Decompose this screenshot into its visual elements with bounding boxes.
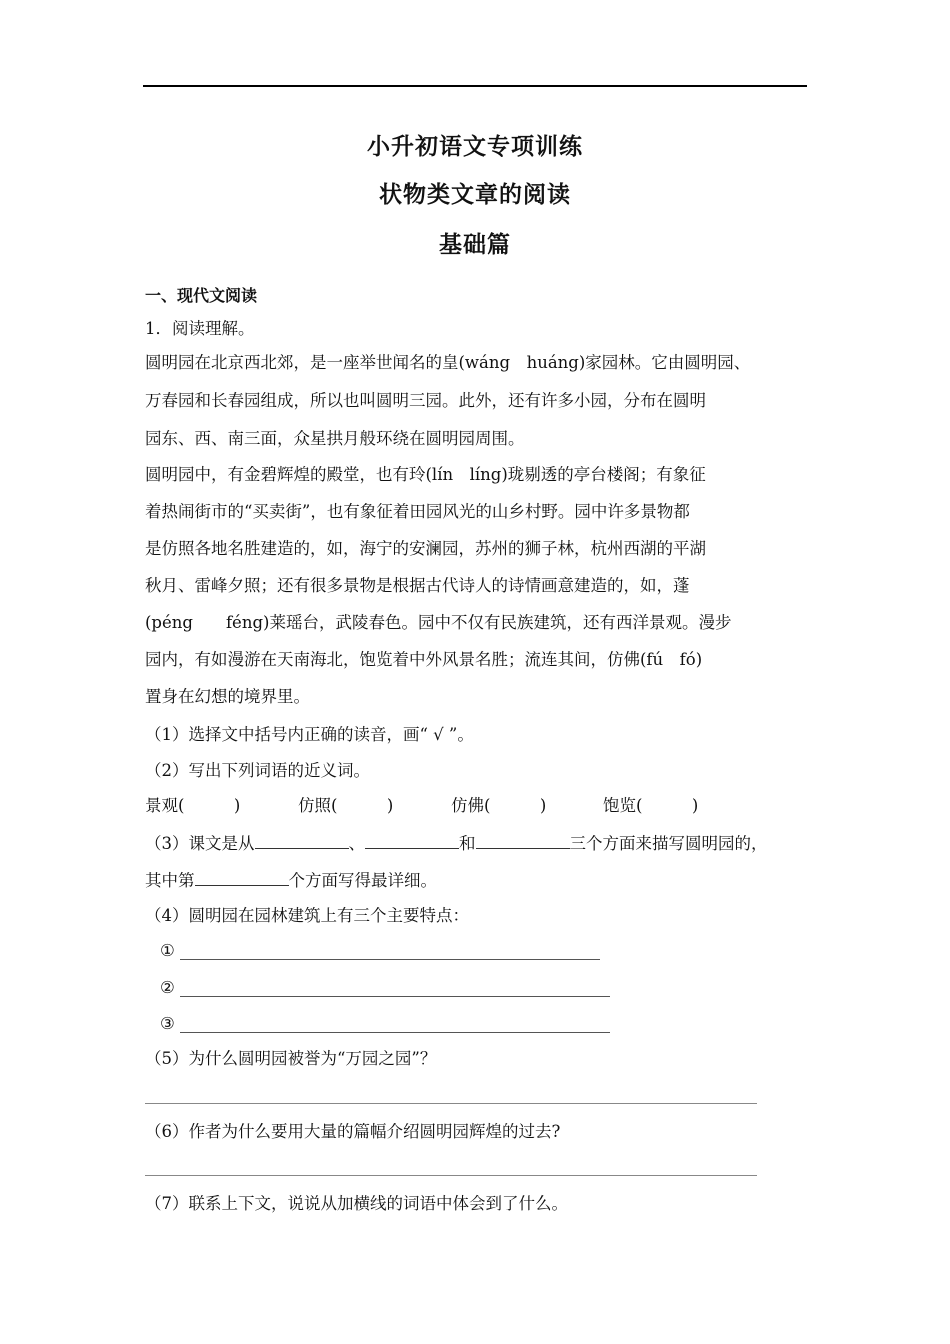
q3-text-b: 、: [348, 834, 365, 853]
sub-question-3-line2: [145, 869, 437, 892]
q3-text-e: 其中第: [145, 871, 195, 890]
q3-blank-2[interactable]: [365, 832, 459, 849]
passage-line: 圆明园在北京西北郊，是一座举世闻名的皇(wáng huáng)家园林。它由圆明园、: [145, 353, 751, 372]
q3-text-a: （3）课文是从: [145, 834, 255, 853]
passage-line: 园东、西、南三面，众星拱月般环绕在圆明园周围。: [145, 429, 525, 448]
feature-answer-line-3[interactable]: [180, 1032, 610, 1033]
sub-question-2: （2）写出下列词语的近义词。: [145, 761, 370, 780]
section-heading: 一、现代文阅读: [145, 286, 258, 305]
q5-answer-line[interactable]: [145, 1103, 757, 1104]
header-rule: [143, 85, 807, 87]
synonym-word-2[interactable]: 仿照( ): [298, 796, 394, 815]
sub-question-4: （4）圆明园在园林建筑上有三个主要特点：: [145, 906, 469, 925]
q3-blank-3[interactable]: [476, 832, 570, 849]
sub-question-6: （6）作者为什么要用大量的篇幅介绍圆明园辉煌的过去?: [145, 1122, 561, 1141]
feature-answer-line-2[interactable]: [180, 996, 610, 997]
sub-question-1: （1）选择文中括号内正确的读音，画“ √ ”。: [145, 725, 474, 744]
synonym-word-3[interactable]: 仿佛( ): [451, 796, 547, 815]
q3-text-d: 三个方面来描写圆明园的，: [569, 834, 768, 853]
passage-line: 是仿照各地名胜建造的，如，海宁的安澜园，苏州的狮子林，杭州西湖的平湖: [145, 539, 706, 558]
passage-line: 置身在幻想的境界里。: [145, 687, 310, 706]
sub-question-3-line1: [145, 832, 768, 855]
q6-answer-line[interactable]: [145, 1175, 757, 1176]
sub-question-5: （5）为什么圆明园被誉为“万园之园”？: [145, 1049, 437, 1068]
sub-question-7: （7）联系上下文，说说从加横线的词语中体会到了什么。: [145, 1194, 568, 1213]
q3-text-f: 个方面写得最详细。: [288, 871, 437, 890]
synonym-word-4[interactable]: 饱览( ): [603, 796, 699, 815]
feature-marker-2: ②: [160, 978, 175, 997]
q3-blank-1[interactable]: [255, 832, 349, 849]
feature-marker-3: ③: [160, 1014, 175, 1033]
passage-line: 着热闹街市的“买卖街”，也有象征着田园风光的山乡村野。园中许多景物都: [145, 502, 690, 521]
question-label: 1．阅读理解。: [145, 319, 255, 338]
passage-line: 园内，有如漫游在天南海北，饱览着中外风景名胜；流连其间，仿佛(fú fó): [145, 650, 703, 669]
q3-text-c: 和: [459, 834, 476, 853]
passage-line: 秋月、雷峰夕照；还有很多景物是根据古代诗人的诗情画意建造的，如，蓬: [145, 576, 690, 595]
page-level-title: 基础篇: [439, 232, 511, 258]
feature-marker-1: ①: [160, 941, 175, 960]
passage-line: 圆明园中，有金碧辉煌的殿堂，也有玲(lín líng)珑剔透的亭台楼阁；有象征: [145, 465, 706, 484]
feature-answer-line-1[interactable]: [180, 959, 600, 960]
synonym-word-1[interactable]: 景观( ): [145, 796, 241, 815]
page-title: 小升初语文专项训练: [367, 134, 583, 160]
q3-blank-4[interactable]: [195, 869, 289, 886]
passage-line: (péng féng)莱瑶台，武陵春色。园中不仅有民族建筑，还有西洋景观。漫步: [145, 613, 732, 632]
page-subtitle: 状物类文章的阅读: [379, 182, 571, 208]
passage-line: 万春园和长春园组成，所以也叫圆明三园。此外，还有许多小园，分布在圆明: [145, 391, 706, 410]
